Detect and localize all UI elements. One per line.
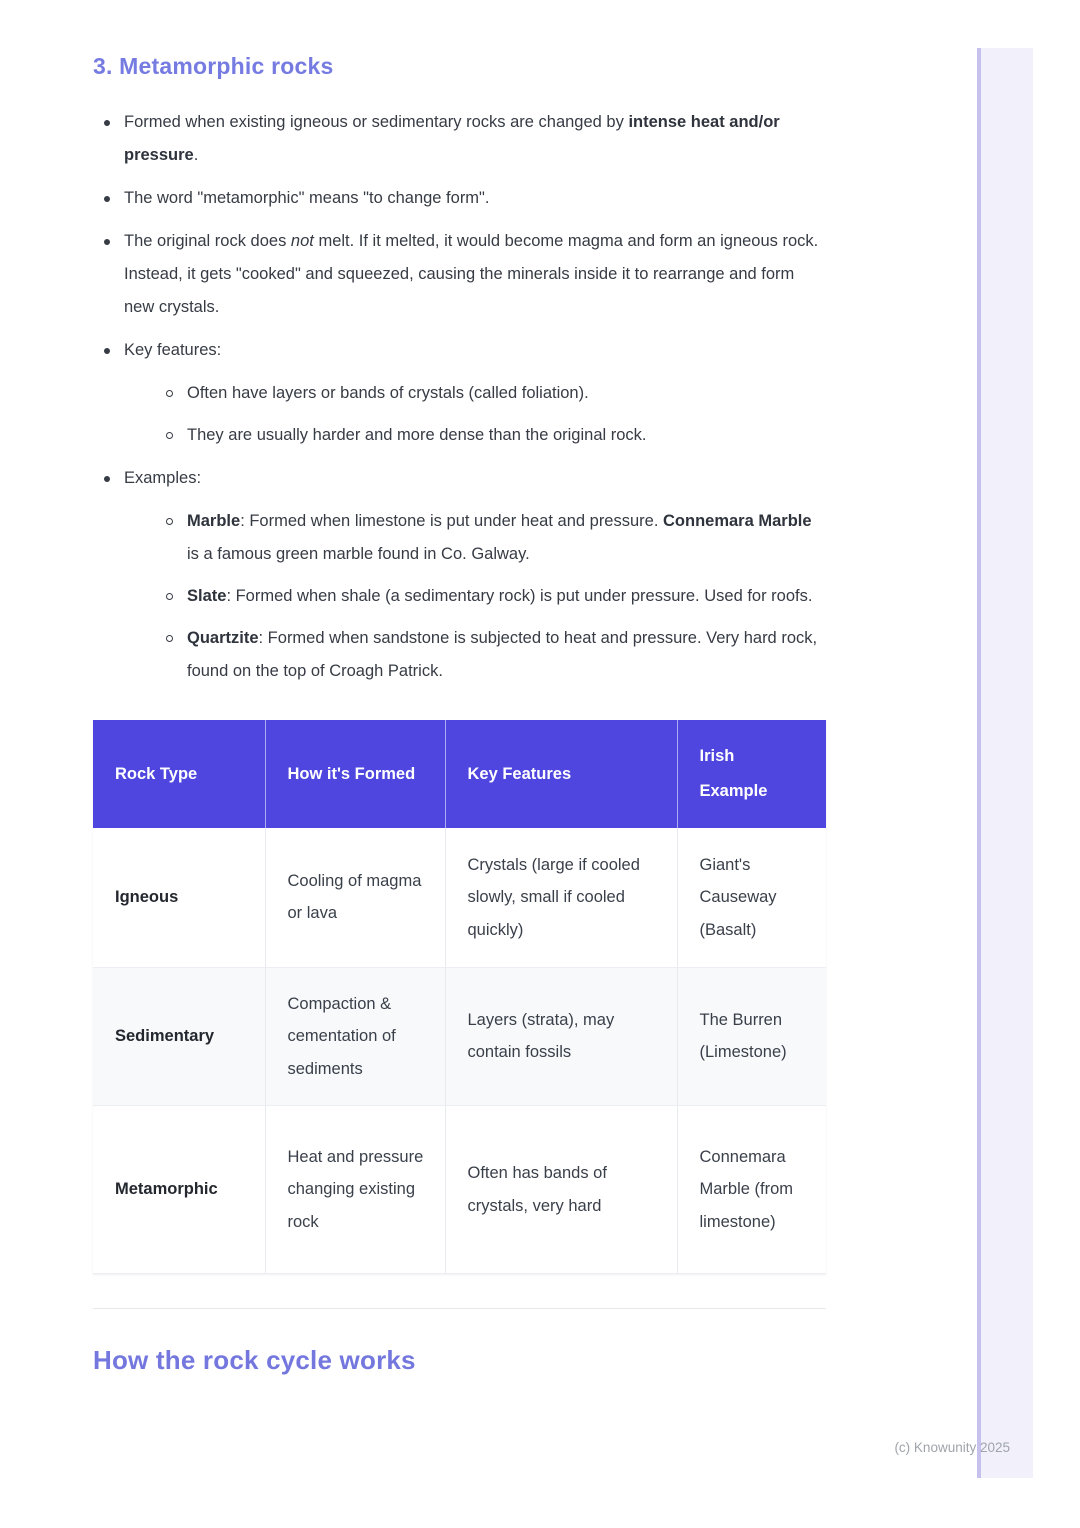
bullet-circle-icon — [166, 635, 173, 642]
table-cell: Often has bands of crystals, very hard — [445, 1106, 677, 1274]
table-cell: The Burren (Limestone) — [677, 967, 826, 1106]
list-item-key-features — [93, 334, 826, 452]
table-cell: Metamorphic — [93, 1106, 265, 1274]
section-heading-metamorphic-rocks: 3. Metamorphic rocks — [93, 53, 334, 79]
table-cell: Igneous — [93, 828, 265, 967]
rock-comparison-table — [93, 720, 826, 1274]
bullet-text: The original rock does not melt. If it melted, it would become magma and form an igneous rock. Instead, it gets "cooked" and squeezed, causing the minerals inside it to rearrange and form new crystals. — [124, 232, 819, 316]
sub-list-item-marble — [124, 505, 826, 571]
bullet-list — [93, 106, 826, 688]
list-item — [93, 182, 826, 215]
bullet-text: Key features: — [124, 341, 222, 359]
list-item — [93, 106, 826, 172]
bullet-circle-icon — [166, 432, 173, 439]
table-cell: Compaction & cementation of sediments — [265, 967, 445, 1106]
table-cell: Crystals (large if cooled slowly, small if cooled quickly) — [445, 828, 677, 967]
sub-bullet-text: Often have layers or bands of crystals (called foliation). — [187, 384, 589, 402]
bullet-dot-icon — [104, 196, 110, 202]
sub-bullet-text: Quartzite: Formed when sandstone is subjected to heat and pressure. Very hard rock, found on the top of Croagh Patrick. — [187, 629, 818, 680]
table-cell: Layers (strata), may contain fossils — [445, 967, 677, 1106]
table-cell: Sedimentary — [93, 967, 265, 1106]
copyright-watermark: (c) Knowunity 2025 — [894, 1440, 1010, 1455]
table-header-how-formed: How it's Formed — [265, 720, 445, 828]
bullet-dot-icon — [104, 120, 110, 126]
sub-bullet-list — [124, 505, 826, 688]
sub-list-item-quartzite — [124, 622, 826, 688]
table-header-row — [93, 720, 826, 828]
section-heading-rock-cycle: How the rock cycle works — [93, 1345, 416, 1375]
table-header-rock-type: Rock Type — [93, 720, 265, 828]
sub-list-item-slate — [124, 580, 826, 613]
bullet-text: Formed when existing igneous or sedimentary rocks are changed by intense heat and/or pressure. — [124, 113, 780, 164]
table-header-irish-example: Irish Example — [677, 720, 826, 828]
bullet-text: The word "metamorphic" means "to change form". — [124, 189, 490, 207]
table-row — [93, 828, 826, 967]
sub-bullet-list — [124, 377, 826, 452]
table-cell: Giant's Causeway (Basalt) — [677, 828, 826, 967]
list-item-examples — [93, 462, 826, 688]
table-cell: Cooling of magma or lava — [265, 828, 445, 967]
bullet-circle-icon — [166, 390, 173, 397]
right-margin-strip — [977, 48, 1033, 1478]
sub-list-item — [124, 377, 826, 410]
sub-bullet-text: Slate: Formed when shale (a sedimentary rock) is put under pressure. Used for roofs. — [187, 587, 813, 605]
bullet-dot-icon — [104, 348, 110, 354]
bullet-dot-icon — [104, 239, 110, 245]
bullet-circle-icon — [166, 518, 173, 525]
bullet-circle-icon — [166, 593, 173, 600]
sub-list-item — [124, 419, 826, 452]
sub-bullet-text: Marble: Formed when limestone is put under heat and pressure. Connemara Marble is a famous green marble found in Co. Galway. — [187, 512, 812, 563]
table-cell: Connemara Marble (from limestone) — [677, 1106, 826, 1274]
list-item — [93, 225, 826, 324]
table-row — [93, 1106, 826, 1274]
table-row — [93, 967, 826, 1106]
table-header-key-features: Key Features — [445, 720, 677, 828]
bullet-dot-icon — [104, 476, 110, 482]
section-divider — [93, 1308, 826, 1309]
bullet-text: Examples: — [124, 469, 202, 487]
table-cell: Heat and pressure changing existing rock — [265, 1106, 445, 1274]
sub-bullet-text: They are usually harder and more dense than the original rock. — [187, 426, 647, 444]
